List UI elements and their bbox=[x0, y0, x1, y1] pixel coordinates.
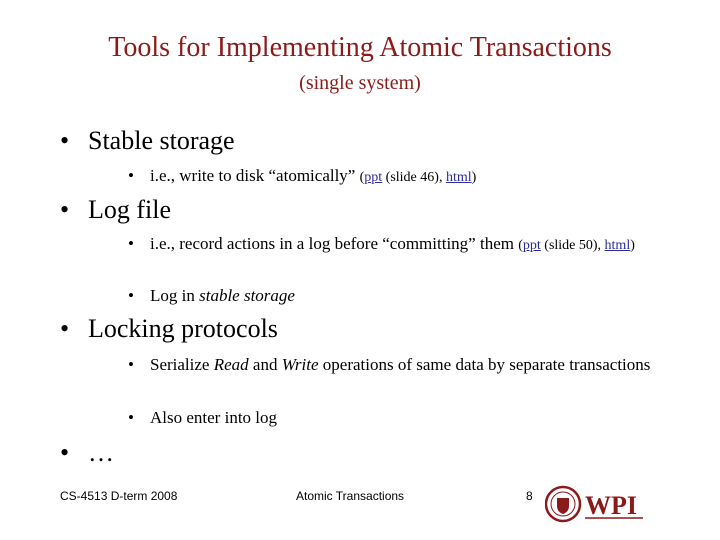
html-link[interactable]: html bbox=[604, 238, 631, 253]
slide-ref: (slide 46), bbox=[382, 170, 446, 185]
bullet-log-file bbox=[60, 195, 171, 225]
subbullet-text: Log in bbox=[150, 286, 200, 305]
subbullet-stable-storage-desc bbox=[128, 164, 668, 189]
bullet-dot: • bbox=[128, 286, 134, 305]
subbullet-text: i.e., record actions in a log before “committing” them bbox=[150, 234, 519, 253]
subbullet-text: i.e., write to disk “atomically” bbox=[150, 166, 360, 185]
footer-page-number: 8 bbox=[526, 489, 533, 503]
subbullet-italic: stable storage bbox=[199, 286, 295, 305]
paren-open: ( bbox=[518, 238, 523, 253]
subbullet-text: Serialize bbox=[150, 355, 214, 374]
bullet-text: … bbox=[88, 438, 114, 467]
ppt-link[interactable]: ppt bbox=[522, 238, 541, 253]
bullet-ellipsis bbox=[60, 438, 114, 468]
subbullet-serialize bbox=[128, 353, 668, 376]
ppt-link[interactable]: ppt bbox=[364, 170, 383, 185]
logo-text: WPI bbox=[585, 491, 637, 520]
read-italic: Read bbox=[213, 355, 249, 374]
slide-title: Tools for Implementing Atomic Transactions bbox=[108, 32, 612, 63]
bullet-dot: • bbox=[128, 408, 134, 427]
slide-ref: (slide 50), bbox=[540, 238, 605, 253]
bullet-dot: • bbox=[60, 126, 70, 155]
subbullet-enter-log bbox=[128, 406, 668, 429]
bullet-dot: • bbox=[128, 234, 134, 253]
bullet-dot: • bbox=[128, 166, 134, 185]
bullet-dot: • bbox=[60, 195, 70, 224]
subbullet-text: and bbox=[248, 355, 282, 374]
bullet-stable-storage bbox=[60, 126, 235, 156]
footer-title: Atomic Transactions bbox=[296, 489, 405, 503]
bullet-text: Log file bbox=[88, 195, 172, 224]
bullet-dot: • bbox=[60, 438, 70, 467]
bullet-dot: • bbox=[60, 314, 70, 343]
footer-course: CS-4513 D-term 2008 bbox=[60, 489, 178, 503]
wpi-logo bbox=[545, 482, 645, 526]
subbullet-text: Also enter into log bbox=[150, 408, 278, 427]
paren-close: ) bbox=[471, 170, 477, 185]
subbullet-log-stable bbox=[128, 284, 668, 307]
bullet-dot: • bbox=[128, 355, 134, 374]
seal-shield-icon bbox=[557, 498, 569, 514]
html-link[interactable]: html bbox=[445, 170, 472, 185]
paren-open: ( bbox=[359, 170, 365, 185]
write-italic: Write bbox=[281, 355, 319, 374]
bullet-locking-protocols bbox=[60, 314, 278, 344]
bullet-text: Locking protocols bbox=[88, 314, 278, 343]
slide-subtitle: (single system) bbox=[299, 72, 421, 94]
bullet-text: Stable storage bbox=[88, 126, 235, 155]
subbullet-log-file-desc bbox=[128, 232, 668, 257]
subbullet-text: operations of same data by separate transactions bbox=[318, 355, 651, 374]
paren-close: ) bbox=[630, 238, 635, 253]
